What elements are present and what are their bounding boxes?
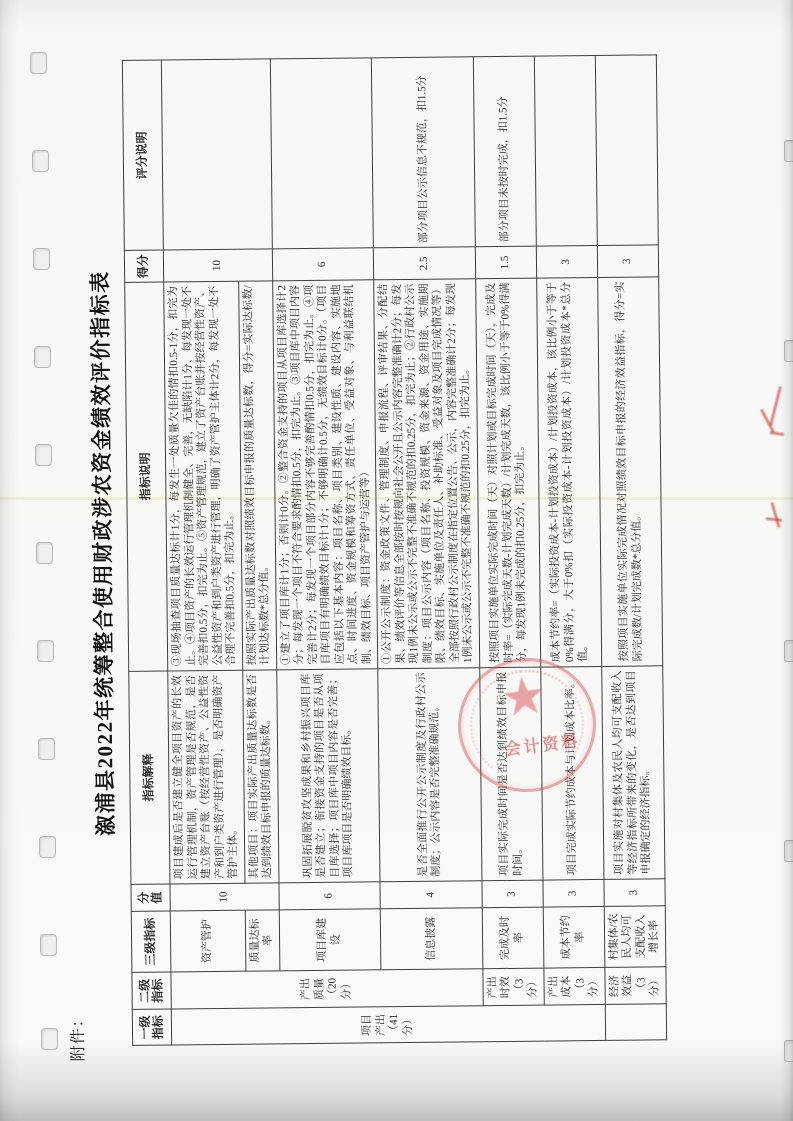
- score-value-cell: 6: [278, 882, 380, 910]
- level3-cell: 信息披露: [380, 908, 482, 970]
- level3-cell: 资产管护: [170, 910, 245, 971]
- header-level3: 三级指标: [131, 911, 171, 972]
- table-row: [534, 55, 605, 1041]
- table-row: [270, 58, 382, 1044]
- description-cell: ①建立了项目库计1分；否则计0分。②整合资金支持的项目从项目库选择计2分；每发现一个项目不符合要求酌情扣0.5分，扣完为止。③项目库中项目内容完善计2分；每发现一个项目部分内容不够完善酌情扣0.5分，扣完为止。④项目库项目有明确绩效目标计1分；不够明确计0.5分，无绩效目标计0分。（项目应包括以下基本内容：项目名称、项目类别、建设性质、建设内容、实施地点、时间进度、资金规模和筹资方式、责任单位、受益对象、与利益联结机制、绩效目标、项目资产管护与运营等）: [272, 280, 378, 670]
- description-cell: ①公开公示制度：资金政策文件、管理制度、申报流程、评审结果、分配结果、绩效评价等信息全部按时按规向社会公开且公示内容完整准确计2分；每发现1例未公示或公示不完整不准确不规范的扣0.25分，扣完为止；②行政村公示制度：项目公示内容（项目名称、投资规模、资金来源、资金用途、实施期限、绩效目标、实施单位及责任人、补助标准、受益对象及项目完成情况等）全部按照行政村公示制度在指定位置公告、公示，内容完整准确计2分；每发现1例未公示或公示不完整不准确不规范的扣0.25分，扣完为止。: [374, 278, 480, 668]
- level2-cell: 产出成本（3分）: [543, 967, 604, 1005]
- level1-cell: 项目产出（41分）: [171, 1005, 605, 1045]
- header-score: 得分: [124, 250, 163, 282]
- explanation-cell: 项目实际完成时间是否达到绩效目标申报时间。: [479, 667, 542, 881]
- score-cell: 6: [272, 248, 374, 280]
- header-level1: 一级指标: [132, 1009, 171, 1045]
- level3-cell: 成本节约率: [543, 907, 605, 968]
- scoring-note-cell: [161, 59, 271, 251]
- binder-hole: [38, 738, 55, 760]
- binder-hole: [41, 1028, 58, 1050]
- header-explanation: 指标解释: [129, 671, 170, 885]
- binder-hole: [30, 52, 47, 74]
- header-description: 指标说明: [125, 282, 168, 671]
- star-icon: ★: [497, 666, 551, 729]
- scoring-note-cell: [270, 58, 373, 249]
- binder-hole: [33, 248, 50, 270]
- level2-cell: 产出质量（20分）: [171, 969, 483, 1010]
- explanation-cell: 项目完成实际节约成本与计划成本比率。: [540, 666, 603, 880]
- explanation-cell: 是否全面推行公开公示制度及行政村公示制度；公示内容是否完整准确规范。: [378, 667, 482, 881]
- scoring-note-cell: [595, 55, 658, 246]
- explanation-cell: 巩固拓展脱贫攻坚成果和乡村振兴项目库是否建立；衔接资金支持的项目是否从项目库选择；项目库中项目内容是否完善；项目库项目是否明确绩效目标。: [276, 668, 380, 882]
- explanation-cell: 项目建成后是否建立健全项目资产的长效运行管理机制，资产管理是否规范，是否建立资产台账（按经营性资产、公益性资产和到户类资产进行管理），是否明确资产管护主体。: [168, 670, 245, 884]
- binder-hole: [34, 346, 51, 368]
- score-cell: 3: [597, 245, 658, 277]
- rotated-document-sheet: [55, 36, 756, 1063]
- explanation-cell: 项目实施对村集体及农民人均可支配收入等经济指标所带来的变化，是否达到项目申报确定的经济指标。: [601, 666, 664, 880]
- binder-hole: [35, 444, 52, 466]
- score-value-cell: 10: [170, 883, 279, 911]
- level1-cell: [605, 1004, 666, 1040]
- score-cell: 10: [163, 249, 272, 281]
- level2-cell: 经济效益（3分）: [604, 967, 665, 1005]
- level3-cell: 完成及时率: [482, 907, 544, 968]
- binder-hole: [37, 640, 54, 662]
- level3-cell: 村集体/农民人均可支配收入增长率: [604, 906, 666, 967]
- binder-hole: [36, 542, 53, 564]
- score-cell: 1.5: [475, 246, 536, 278]
- attachment-label: 附件：: [69, 1010, 88, 1062]
- binder-hole: [40, 934, 57, 956]
- table-row: [595, 55, 666, 1041]
- description-cell: 按照项目实施单位实际完成情况对照绩效目标申报的经济效益指标，得分=实际完成数/计划完成数*总分值。: [597, 277, 662, 667]
- indicator-table: [122, 54, 667, 1046]
- scoring-note-cell: 部分项目公示信息不规范，扣1.5分: [371, 57, 474, 248]
- score-value-cell: 3: [603, 879, 664, 907]
- description-cell: 按照项目实施单位实际完成时间（天）对照计划或目标完成时间（天），完成及时率=（实际完成天数-计划完成天数）/计划完成天数，该比例小于等于0%得满分，每发现1例未完成的扣0.25分，扣完为止。: [475, 278, 540, 668]
- level3-cell: 质量达标率: [245, 910, 280, 971]
- paper-edge-shadow: [779, 0, 793, 1121]
- scoring-note-cell: [534, 55, 597, 246]
- document-title: 溆浦县2022年统筹整合使用财政涉农资金绩效评价指标表: [88, 270, 118, 837]
- level3-cell: 项目库建设: [279, 909, 381, 971]
- paper-edge-shadow: [0, 0, 18, 1121]
- table-row: [161, 59, 246, 1045]
- scoring-note-cell: 部分项目未按时完成，扣1.5分: [473, 56, 536, 247]
- table-row: [371, 57, 483, 1043]
- description-cell: ③现场抽查项目质量达标计1分，每发生一处质量欠佳的情扣0.5-1分，扣完为止。④项目资产的长效运行管理机制健全、完善，无缺陷计1分，每发现一处不完善扣0.5分，扣完为止。⑤资产管理规范，建立了资产台账并按经营性资产、公益性资产和到户类资产进行管理，明确了资产管护主体计2分，每发现一处不合理不完善扣0.5分，扣完为止。: [164, 281, 243, 671]
- header-score-value: 分值: [131, 884, 170, 912]
- binder-hole: [39, 836, 56, 858]
- score-cell: 2.5: [373, 247, 475, 279]
- description-cell: 按照实际产出质量达标数对照绩效目标申报的质量达标数，得分=实际达标数/计划达标数*总分值。: [238, 281, 276, 670]
- description-cell: 成本节约率=（实际投资成本-计划投资成本）/计划投资成本，该比例小于等于0%得满分，大于0%扣（实际投资成本-计划投资成本）/计划投资成本*总分值。: [536, 277, 601, 667]
- score-value-cell: 4: [380, 881, 482, 909]
- score-cell: 3: [536, 246, 597, 278]
- header-scoring-note: 评分说明: [122, 60, 163, 251]
- score-value-cell: 3: [481, 880, 542, 908]
- score-value-cell: 3: [542, 879, 603, 907]
- binder-hole: [32, 150, 49, 172]
- level2-cell: 产出时效（3分）: [482, 968, 543, 1006]
- table-row: [473, 56, 544, 1042]
- stamp-text: 会计资料: [503, 732, 582, 759]
- header-level2: 二级指标: [132, 972, 171, 1010]
- explanation-cell: 其他项目：项目实际产出质量达标数是否达到绩效目标申报的质量达标数。: [242, 670, 278, 884]
